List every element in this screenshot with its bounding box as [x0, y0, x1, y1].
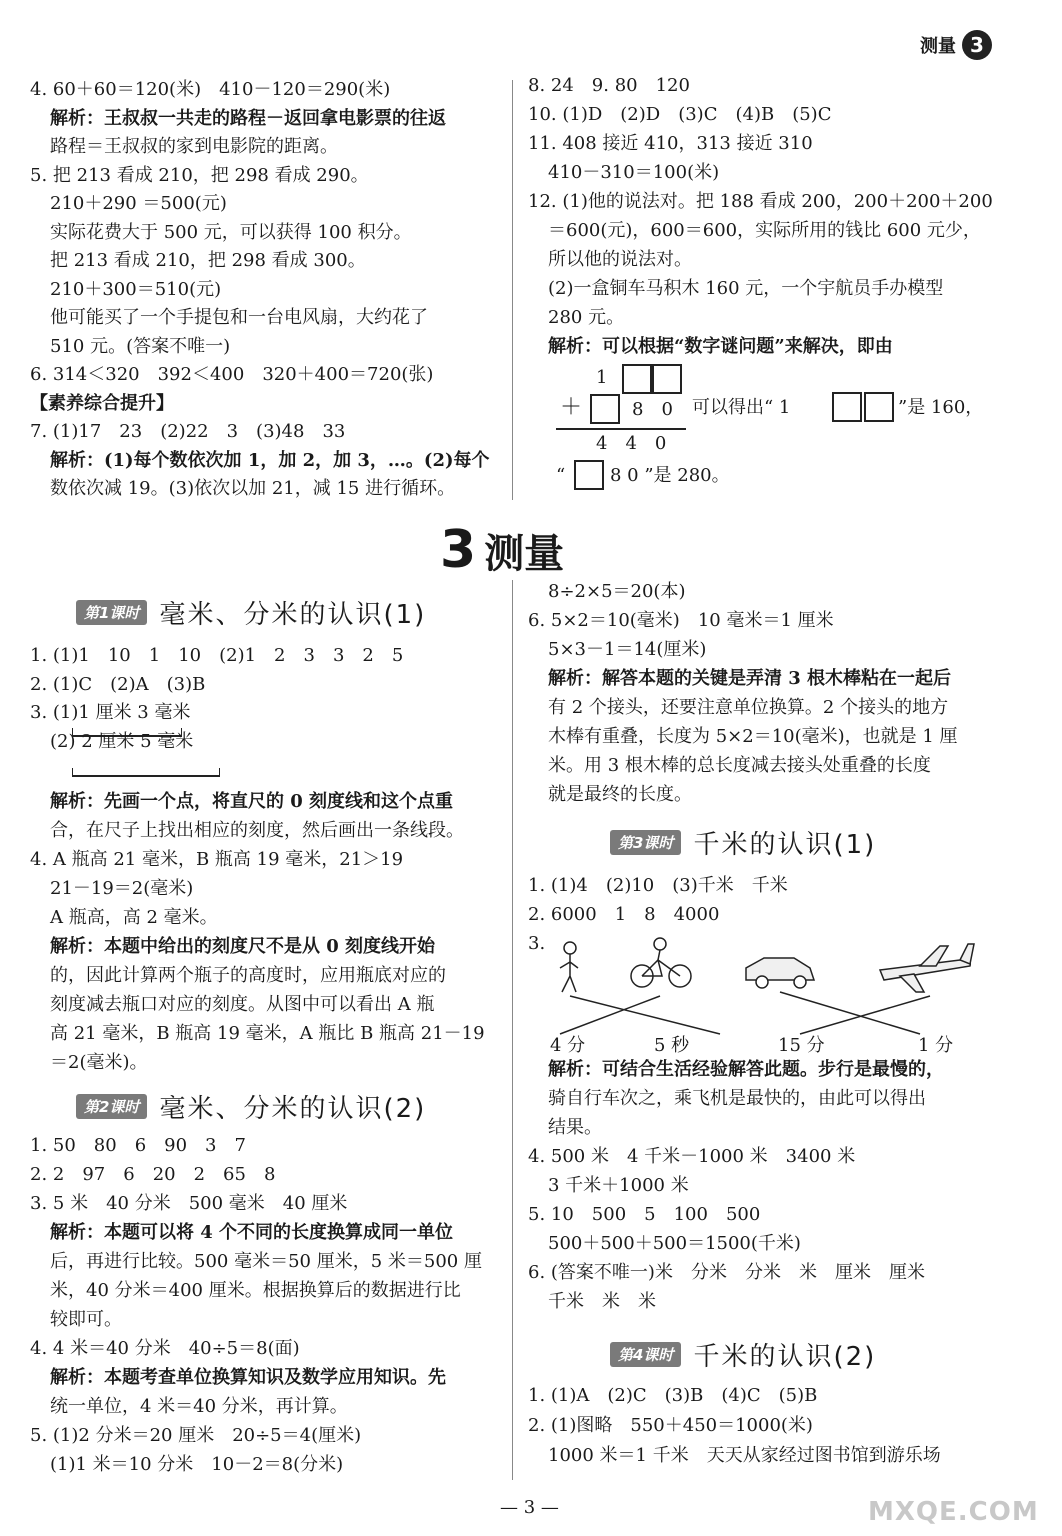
page-number: — 3 —: [500, 1497, 559, 1518]
text-line: 4. 500 米 4 千米－1000 米 3400 米: [528, 1146, 856, 1167]
lesson-title: 毫米、分米的认识(1): [159, 600, 427, 630]
text-line: 米，40 分米＝400 厘米。根据换算后的数据进行比: [50, 1280, 461, 1301]
text-line: 结果。: [548, 1117, 602, 1138]
text-line: 1000 米＝1 千米 天天从家经过图书馆到游乐场: [548, 1445, 941, 1466]
text-line: 木棒有重叠，长度为 5×2＝10(毫米)，也就是 1 厘: [548, 726, 958, 747]
puzzle-box: [574, 460, 604, 490]
text-line: 解析：本题考查单位换算知识及数学应用知识。先: [50, 1367, 446, 1388]
text-line: 解析：先画一个点，将直尺的 0 刻度线和这个点重: [50, 791, 454, 812]
text-line: 骑自行车次之，乘飞机是最快的，由此可以得出: [548, 1088, 926, 1109]
column-divider-top: [512, 80, 513, 500]
text-line: 11. 408 接近 410，313 接近 310: [528, 133, 813, 154]
text-line: 5. 把 213 看成 210，把 298 看成 290。: [30, 164, 369, 186]
text-line: 把 213 看成 210，把 298 看成 300。: [50, 250, 366, 271]
text-line: 解析：可以根据“数字谜问题”来解决，即由: [548, 336, 893, 357]
text-line: ＝2(毫米)。: [50, 1052, 148, 1073]
text-line: 3. 5 米 40 分米 500 毫米 40 厘米: [30, 1193, 348, 1214]
puzzle-box: [832, 392, 862, 422]
text-line: 路程＝王叔叔的家到电影院的距离。: [50, 136, 338, 157]
text-line: (1)1 米＝10 分米 10－2＝8(分米): [50, 1454, 344, 1475]
text-line: 1. (1)A (2)C (3)B (4)C (5)B: [528, 1385, 818, 1406]
text-line: 解析：可结合生活经验解答此题。步行是最慢的，: [548, 1059, 944, 1080]
text-line: 较即可。: [50, 1309, 122, 1330]
puzzle-row3-digits: 4 4 0: [596, 433, 667, 454]
text-line: 合，在尺子上找出相应的刻度，然后画出一条线段。: [50, 820, 464, 841]
text-line: ＝600(元)，600＝600，实际所用的钱比 600 元少，: [548, 220, 981, 241]
text-line: 8. 24 9. 80 120: [528, 75, 690, 96]
text-line: 410－310＝100(米): [548, 162, 720, 183]
text-line: 4. A 瓶高 21 毫米，B 瓶高 19 毫米，21＞19: [30, 849, 404, 870]
line-segment-2-tick: [72, 768, 73, 776]
text-line: 3 千米＋1000 米: [548, 1175, 689, 1196]
text-line: 5. (1)2 分米＝20 厘米 20÷5＝4(厘米): [30, 1425, 362, 1446]
lesson-title: 千米的认识(2): [693, 1342, 877, 1372]
puzzle-box: [590, 394, 620, 424]
matching-lines: [560, 992, 930, 1034]
text-line: 6. 5×2＝10(毫米) 10 毫米＝1 厘米: [528, 610, 834, 631]
text-line: 7. (1)17 23 (2)22 3 (3)48 33: [30, 421, 346, 442]
time-label: 5 秒: [654, 1035, 690, 1056]
puzzle-row1-digit: 1: [596, 367, 608, 388]
text-line: 解析：本题可以将 4 个不同的长度换算成同一单位: [50, 1222, 454, 1243]
column-divider-bottom: [512, 580, 513, 1480]
text-line: 2. 6000 1 8 4000: [528, 904, 720, 925]
lesson-header-2: [76, 1088, 426, 1125]
text-line: 4. 4 米＝40 分米 40÷5＝8(面): [30, 1338, 300, 1359]
bicycle-icon: [631, 938, 691, 987]
text-line: 解析：解答本题的关键是弄清 3 根木棒粘在一起后: [548, 668, 952, 689]
text-line: 1. 50 80 6 90 3 7: [30, 1135, 246, 1156]
text-line: 后，再进行比较。500 毫米＝50 厘米，5 米＝500 厘: [50, 1251, 482, 1272]
puzzle-text1b: ”是 160，: [898, 397, 984, 418]
text-line: 所以他的说法对。: [548, 249, 692, 270]
text-line: 【素养综合提升】: [30, 392, 174, 414]
puzzle-text1a: 可以得出“ 1: [692, 397, 791, 418]
line-segment-2: [72, 775, 220, 777]
text-line: 2. (1)图略 550＋450＝1000(米): [528, 1415, 813, 1436]
puzzle-text2a: “: [556, 465, 566, 486]
text-line: 解析：(1)每个数依次加 1，加 2，加 3，…。(2)每个: [50, 449, 490, 471]
lesson-badge: 第2课时: [76, 1094, 147, 1119]
text-line: 4. 60＋60＝120(米) 410－120＝290(米): [30, 79, 391, 100]
text-line: 刻度减去瓶口对应的刻度。从图中可以看出 A 瓶: [50, 994, 435, 1015]
text-line: 3. (1)1 厘米 3 毫米: [30, 702, 191, 723]
lesson-header-3: [610, 824, 876, 861]
text-line: 10. (1)D (2)D (3)C (4)B (5)C: [528, 104, 832, 125]
text-line: 实际花费大于 500 元，可以获得 100 积分。: [50, 221, 412, 243]
text-line: 数依次减 19。(3)依次以加 21，减 15 进行循环。: [50, 478, 456, 499]
puzzle-text2b: 8 0 ”是 280。: [610, 465, 730, 486]
puzzle-box: [864, 392, 894, 422]
chapter-name: 测量: [484, 531, 565, 577]
text-line: 6. (答案不唯一)米 分米 分米 米 厘米 厘米: [528, 1262, 925, 1283]
text-line: 1. (1)4 (2)10 (3)千米 千米: [528, 875, 788, 896]
text-line: 就是最终的长度。: [548, 784, 692, 805]
walking-person-icon: [560, 942, 578, 992]
text-line: 2. 2 97 6 20 2 65 8: [30, 1164, 276, 1185]
line-segment-2-tick: [219, 768, 220, 776]
text-line: A 瓶高，高 2 毫米。: [50, 907, 218, 928]
text-line: 210＋290 ＝500(元): [50, 193, 227, 214]
text-line: 有 2 个接头，还要注意单位换算。2 个接头的地方: [548, 697, 949, 718]
matching-figure: [550, 936, 990, 1036]
text-line: 的，因此计算两个瓶子的高度时，应用瓶底对应的: [50, 965, 446, 986]
time-label: 4 分: [550, 1035, 586, 1056]
text-line: 210＋300＝510(元): [50, 278, 222, 300]
text-line: (2) 2 厘米 5 毫米: [50, 730, 194, 752]
chapter-title: [440, 520, 564, 580]
text-line: 12. (1)他的说法对。把 188 看成 200，200＋200＋200: [528, 191, 993, 212]
time-label: 15 分: [778, 1035, 825, 1056]
text-line: 他可能买了一个手提包和一台电风扇，大约花了: [50, 307, 428, 328]
text-line: 千米 米 米: [548, 1291, 656, 1312]
watermark: MXQE.COM: [868, 1497, 1039, 1527]
page-header: [920, 30, 992, 60]
text-line: 21－19＝2(毫米): [50, 878, 194, 899]
text-line: 统一单位，4 米＝40 分米，再计算。: [50, 1396, 348, 1417]
lesson-badge: 第4课时: [610, 1342, 681, 1367]
text-line: 510 元。(答案不唯一): [50, 335, 231, 357]
puzzle-box: [622, 364, 652, 394]
car-icon: [746, 958, 814, 988]
puzzle-plus: ＋: [560, 395, 583, 420]
text-line: 5. 10 500 5 100 500: [528, 1204, 761, 1225]
text-line: 3.: [528, 933, 546, 954]
text-line: 280 元。: [548, 307, 625, 328]
header-label: 测量: [920, 36, 956, 57]
airplane-icon: [880, 944, 974, 992]
lesson-title: 毫米、分米的认识(2): [159, 1094, 427, 1124]
lesson-title: 千米的认识(1): [693, 830, 877, 860]
chapter-number: 3: [440, 520, 477, 580]
text-line: 5×3－1＝14(厘米): [548, 639, 707, 660]
puzzle-box: [652, 364, 682, 394]
lesson-header-4: [610, 1336, 876, 1373]
puzzle-row2-digits: 8 0: [632, 399, 673, 420]
text-line: 8÷2×5＝20(本): [548, 581, 686, 602]
text-line: 500＋500＋500＝1500(千米): [548, 1233, 801, 1254]
text-line: 米。用 3 根木棒的总长度减去接头处重叠的长度: [548, 755, 931, 776]
text-line: 6. 314＜320 392＜400 320＋400＝720(张): [30, 364, 434, 385]
time-label: 1 分: [918, 1035, 954, 1056]
text-line: 高 21 毫米，B 瓶高 19 毫米，A 瓶比 B 瓶高 21－19: [50, 1023, 485, 1044]
text-line: 2. (1)C (2)A (3)B: [30, 673, 206, 695]
text-line: 解析：本题中给出的刻度尺不是从 0 刻度线开始: [50, 936, 436, 957]
lesson-header-1: [76, 594, 426, 631]
lesson-badge: 第3课时: [610, 830, 681, 855]
header-number-badge: 3: [962, 30, 992, 60]
text-line: 解析：王叔叔一共走的路程－返回拿电影票的往返: [50, 107, 446, 129]
text-line: 1. (1)1 10 1 10 (2)1 2 3 3 2 5: [30, 645, 404, 666]
lesson-badge: 第1课时: [76, 600, 147, 625]
text-line: (2)一盒铜车马积木 160 元，一个宇航员手办模型: [548, 278, 944, 299]
puzzle-sum-line: [556, 428, 686, 430]
